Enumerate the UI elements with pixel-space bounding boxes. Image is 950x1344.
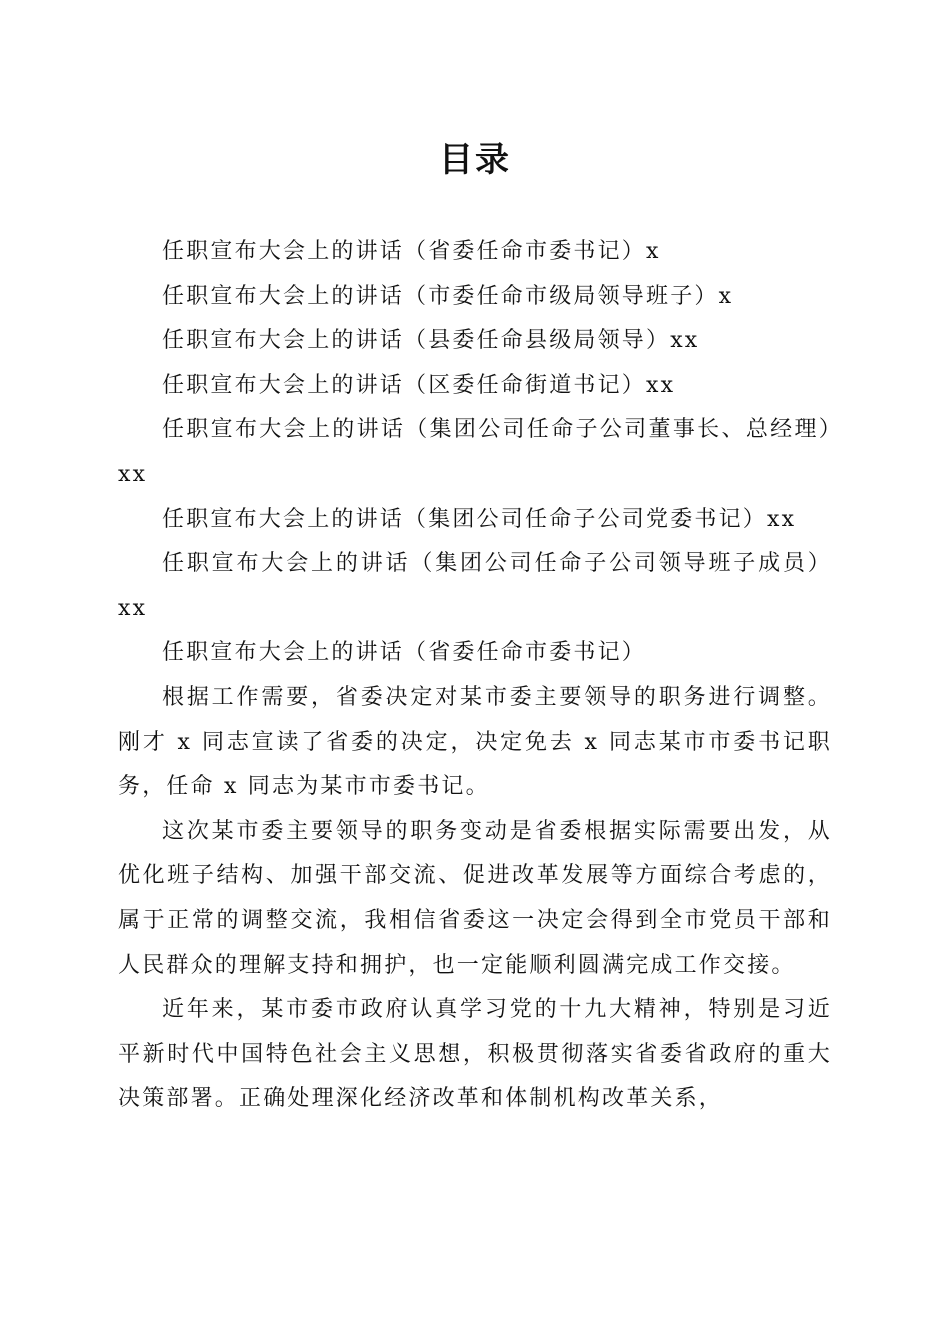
body-paragraph: 根据工作需要，省委决定对某市委主要领导的职务进行调整。刚才 x 同志宣读了省委的决定，决定免去 x 同志某市市委书记职务，任命 x 同志为某市市委书记。 — [118, 684, 832, 800]
toc-entry[interactable]: 任职宣布大会上的讲话（区委任命街道书记）xx — [162, 372, 676, 398]
table-of-contents — [118, 230, 832, 631]
toc-entry[interactable]: 任职宣布大会上的讲话（县委任命县级局领导）xx — [162, 328, 700, 354]
toc-entry[interactable]: 任职宣布大会上的讲话（市委任命市级局领导班子）x — [162, 283, 734, 309]
toc-entry[interactable]: 任职宣布大会上的讲话（集团公司任命子公司领导班子成员）xx — [118, 551, 832, 621]
document-body — [118, 230, 832, 1122]
page-title: 目录 — [439, 140, 511, 180]
toc-entry[interactable]: 任职宣布大会上的讲话（省委任命市委书记）x — [162, 239, 661, 264]
toc-entry[interactable]: 任职宣布大会上的讲话（集团公司任命子公司董事长、总经理）xx — [118, 417, 832, 487]
section-heading: 任职宣布大会上的讲话（省委任命市委书记） — [162, 640, 647, 666]
body-paragraph: 近年来，某市委市政府认真学习党的十九大精神，特别是习近平新时代中国特色社会主义思想，积极贯彻落实省委省政府的重大决策部署。正确处理深化经济改革和体制机构改革关系， — [118, 997, 832, 1112]
toc-entry[interactable]: 任职宣布大会上的讲话（集团公司任命子公司党委书记）xx — [162, 506, 797, 532]
body-paragraph: 这次某市委主要领导的职务变动是省委根据实际需要出发，从优化班子结构、加强干部交流、促进改革发展等方面综合考虑的，属于正常的调整交流，我相信省委这一决定会得到全市党员干部和人民群众的理解支持和拥护，也一定能顺利圆满完成工作交接。 — [118, 818, 832, 978]
